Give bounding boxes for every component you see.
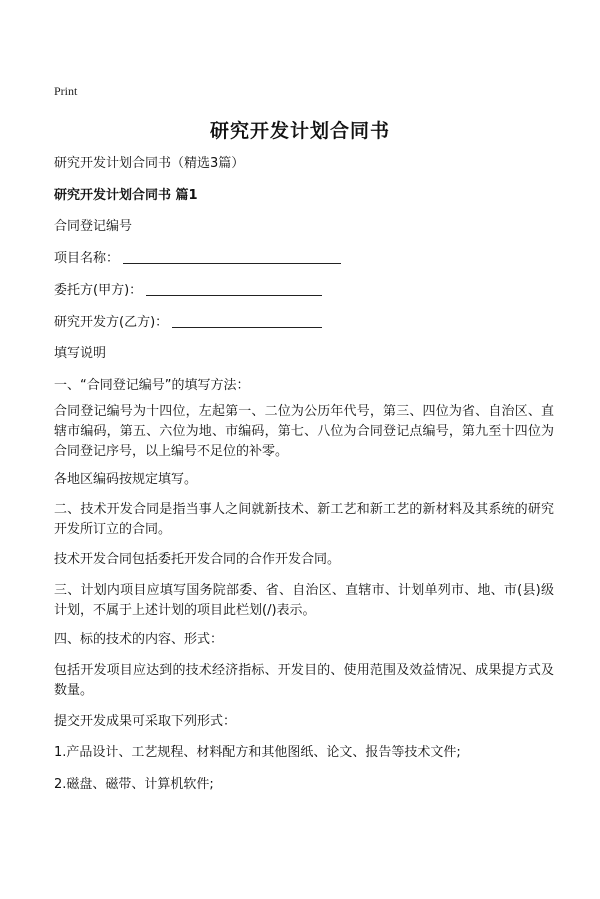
item4-paragraph: 包括开发项目应达到的技术经济指标、开发目的、使用范围及效益情况、成果提方式及数量。 (54, 663, 554, 698)
item3-paragraph: 三、计划内项目应填写国务院部委、省、自治区、直辖市、计划单列市、地、市(县)级计划，不属于上述计划的项目此栏划(/)表示。 (54, 583, 554, 618)
form-item-1: 1.产品设计、工艺规程、材料配方和其他图纸、论文、报告等技术文件; (54, 745, 461, 760)
item1-note: 各地区编码按规定填写。 (54, 472, 198, 487)
project-name-row (54, 249, 341, 269)
register-number-label: 合同登记编号 (54, 219, 133, 234)
developer-row (54, 313, 322, 333)
form-item-2: 2.磁盘、磁带、计算机软件; (54, 777, 214, 792)
developer-label: 研究开发方(乙方)： (54, 315, 169, 330)
item2-note: 技术开发合同包括委托开发合同的合作开发合同。 (54, 552, 341, 567)
client-blank (146, 281, 322, 296)
section-heading: 研究开发计划合同书 篇1 (54, 188, 198, 203)
client-label: 委托方(甲方)： (54, 283, 143, 298)
item1-paragraph: 合同登记编号为十四位，左起第一、二位为公历年代号，第三、四位为省、自治区、直辖市编码，第五、六位为地、市编码，第七、八位为合同登记点编号，第九至十四位为合同登记序号，以上编号不足位的补零。 (54, 404, 554, 459)
client-row (54, 281, 322, 301)
item4-heading: 四、标的技术的内容、形式： (54, 632, 224, 647)
project-name-blank (123, 249, 341, 264)
document-subtitle: 研究开发计划合同书（精选3篇） (54, 156, 245, 171)
print-label: Print (54, 84, 78, 98)
project-name-label: 项目名称： (54, 251, 120, 266)
item2-paragraph: 二、技术开发合同是指当事人之间就新技术、新工艺和新工艺的新材料及其系统的研究开发所订立的合同。 (54, 502, 554, 537)
developer-blank (172, 313, 322, 328)
fill-instructions-heading: 填写说明 (54, 346, 107, 361)
forms-intro: 提交开发成果可采取下列形式： (54, 714, 237, 729)
item1-heading: 一、“合同登记编号”的填写方法： (54, 378, 250, 393)
document-title: 研究开发计划合同书 (209, 120, 390, 142)
